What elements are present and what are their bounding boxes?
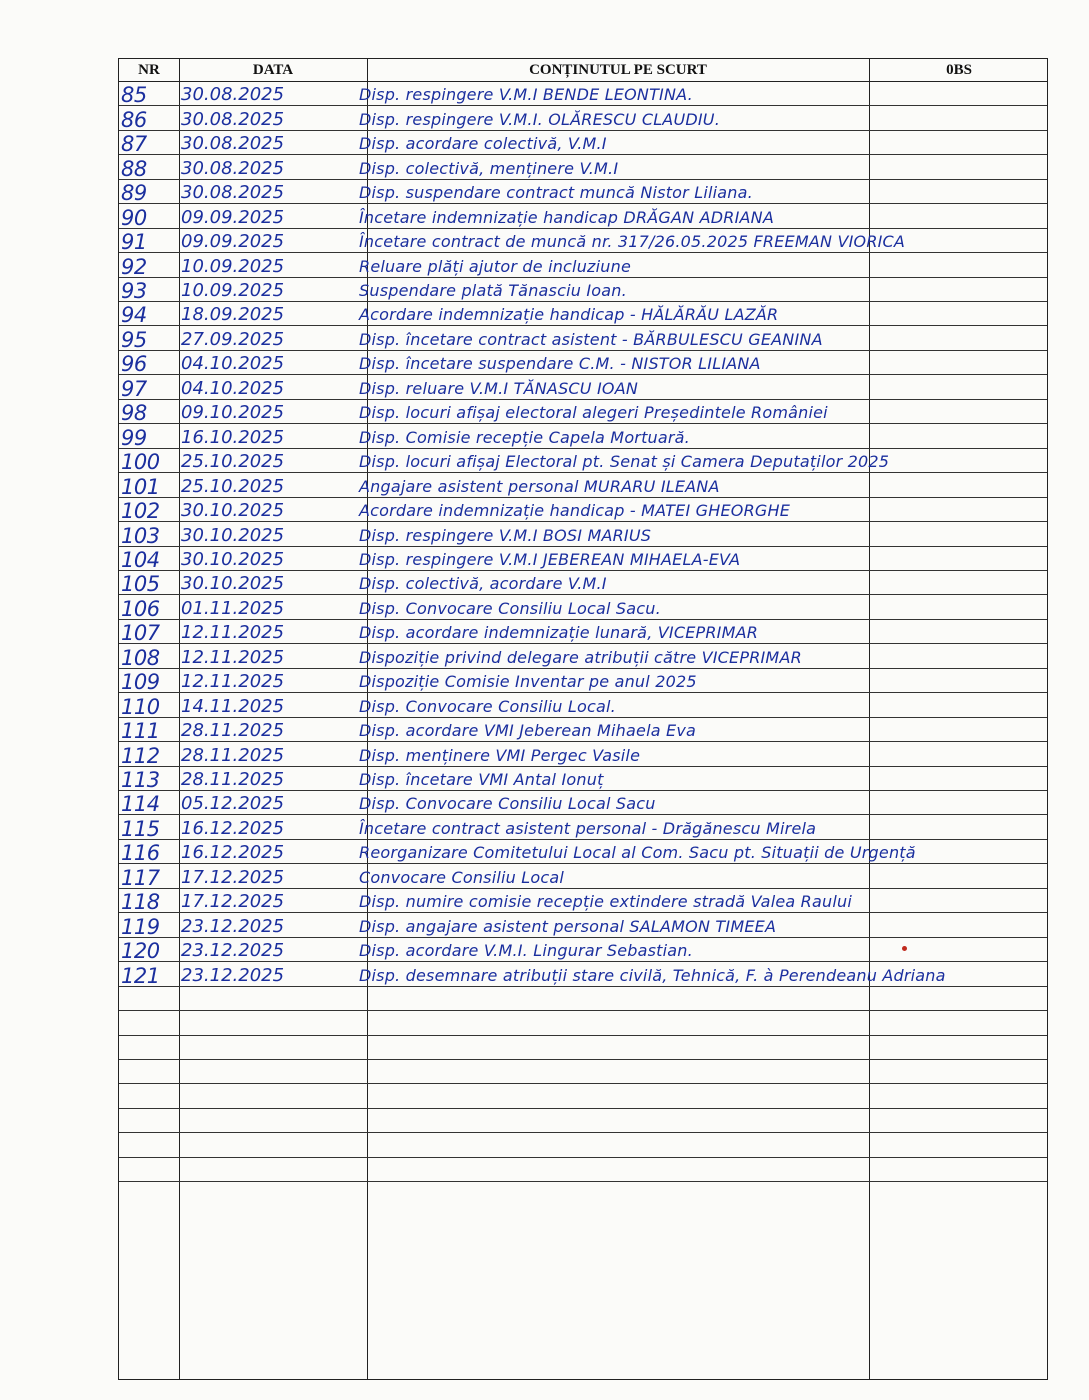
row-date: 16.12.2025 [181, 817, 285, 839]
row-date: 28.11.2025 [181, 769, 285, 791]
table-row [119, 229, 1047, 253]
header-content: CONȚINUTUL PE SCURT [529, 62, 707, 78]
row-content: Disp. reluare V.M.I TĂNASCU IOAN [359, 378, 639, 398]
row-date: 25.10.2025 [181, 451, 285, 473]
row-date: 30.10.2025 [181, 548, 285, 570]
table-row [119, 693, 1047, 717]
table-row [119, 155, 1047, 179]
table-row [119, 595, 1047, 619]
row-date: 23.12.2025 [181, 940, 285, 962]
row-number: 120 [121, 939, 160, 964]
row-date: 04.10.2025 [181, 353, 285, 375]
row-content: Disp. suspendare contract muncă Nistor Liliana. [359, 183, 753, 203]
row-content: Dispoziție privind delegare atribuții către VICEPRIMAR [359, 647, 802, 667]
row-date: 23.12.2025 [181, 915, 285, 937]
row-number: 102 [121, 499, 160, 524]
row-number: 89 [121, 181, 147, 206]
row-content: Dispoziție Comisie Inventar pe anul 2025 [359, 672, 697, 692]
row-content: Suspendare plată Tănasciu Ioan. [359, 281, 627, 301]
table-row [119, 791, 1047, 815]
row-date: 30.08.2025 [181, 182, 285, 204]
row-number: 98 [121, 401, 147, 426]
table-row [119, 131, 1047, 155]
table-row [119, 889, 1047, 913]
row-number: 104 [121, 547, 160, 572]
row-number: 92 [121, 254, 147, 279]
row-number: 121 [121, 963, 160, 988]
table-row [119, 351, 1047, 375]
row-content: Disp. acordare V.M.I. Lingurar Sebastian. [359, 941, 693, 961]
row-date: 30.08.2025 [181, 157, 285, 179]
register-table [118, 58, 1048, 1380]
row-content: Încetare contract asistent personal - Drăgănescu Mirela [359, 818, 817, 838]
row-content: Încetare indemnizație handicap DRĂGAN ADRIANA [359, 207, 774, 227]
row-content: Convocare Consiliu Local [359, 867, 565, 887]
table-row [119, 473, 1047, 497]
row-date: 04.10.2025 [181, 377, 285, 399]
row-date: 27.09.2025 [181, 328, 285, 350]
row-content: Angajare asistent personal MURARU ILEANA [359, 476, 720, 496]
row-content: Disp. numire comisie recepție extindere stradă Valea Raului [359, 892, 852, 912]
table-row [119, 302, 1047, 326]
table-row [119, 1011, 1047, 1035]
table-row [119, 204, 1047, 228]
row-date: 09.10.2025 [181, 402, 285, 424]
row-content: Acordare indemnizație handicap - MATEI GHEORGHE [359, 501, 791, 521]
row-number: 112 [121, 743, 160, 768]
row-date: 25.10.2025 [181, 475, 285, 497]
row-number: 93 [121, 279, 147, 304]
row-number: 100 [121, 450, 160, 475]
table-row [119, 498, 1047, 522]
row-date: 23.12.2025 [181, 964, 285, 986]
table-row [119, 82, 1047, 106]
row-date: 09.09.2025 [181, 231, 285, 253]
row-date: 30.10.2025 [181, 500, 285, 522]
row-number: 90 [121, 205, 147, 230]
row-content: Disp. locuri afișaj Electoral pt. Senat și Camera Deputaților 2025 [359, 452, 890, 472]
row-number: 109 [121, 670, 160, 695]
row-number: 86 [121, 107, 147, 132]
row-date: 18.09.2025 [181, 304, 285, 326]
table-row [119, 1084, 1047, 1108]
row-date: 30.08.2025 [181, 108, 285, 130]
header-obs: 0BS [946, 62, 972, 78]
row-content: Disp. respingere V.M.I JEBEREAN MIHAELA-EVA [359, 549, 741, 569]
table-row [119, 1133, 1047, 1157]
table-row [119, 767, 1047, 791]
table-row [119, 1060, 1047, 1084]
table-row [119, 278, 1047, 302]
row-content: Disp. respingere V.M.I BOSI MARIUS [359, 525, 652, 545]
row-date: 12.11.2025 [181, 646, 285, 668]
row-number: 108 [121, 645, 160, 670]
row-number: 103 [121, 523, 160, 548]
row-date: 30.10.2025 [181, 573, 285, 595]
table-row [119, 840, 1047, 864]
row-date: 16.12.2025 [181, 842, 285, 864]
row-number: 115 [121, 816, 160, 841]
row-content: Acordare indemnizație handicap - HĂLĂRĂU LAZĂR [359, 305, 779, 325]
row-number: 106 [121, 596, 160, 621]
table-row [119, 962, 1047, 986]
row-number: 97 [121, 376, 147, 401]
table-row [119, 1036, 1047, 1060]
row-number: 87 [121, 132, 147, 157]
row-content: Disp. Convocare Consiliu Local Sacu [359, 794, 656, 814]
row-date: 28.11.2025 [181, 744, 285, 766]
row-number: 111 [121, 719, 160, 744]
table-row [119, 327, 1047, 351]
row-number: 99 [121, 425, 147, 450]
row-date: 12.11.2025 [181, 622, 285, 644]
row-content: Disp. colectivă, menținere V.M.I [359, 158, 619, 178]
row-rule [119, 1181, 1047, 1182]
table-row [119, 718, 1047, 742]
row-number: 113 [121, 768, 160, 793]
row-content: Disp. Comisie recepție Capela Mortuară. [359, 427, 690, 447]
table-row [119, 424, 1047, 448]
row-number: 88 [121, 156, 147, 181]
row-number: 117 [121, 865, 160, 890]
row-content: Disp. acordare VMI Jeberean Mihaela Eva [359, 721, 696, 741]
table-row [119, 375, 1047, 399]
row-date: 17.12.2025 [181, 866, 285, 888]
row-content: Disp. acordare colectivă, V.M.I [359, 134, 607, 154]
row-number: 95 [121, 327, 147, 352]
row-content: Reorganizare Comitetului Local al Com. Sacu pt. Situații de Urgență [359, 843, 916, 863]
table-row [119, 253, 1047, 277]
row-number: 96 [121, 352, 147, 377]
table-row [119, 987, 1047, 1011]
table-row [119, 180, 1047, 204]
row-number: 114 [121, 792, 160, 817]
row-date: 16.10.2025 [181, 426, 285, 448]
table-row [119, 742, 1047, 766]
table-row [119, 522, 1047, 546]
table-row [119, 816, 1047, 840]
row-date: 05.12.2025 [181, 793, 285, 815]
row-date: 10.09.2025 [181, 255, 285, 277]
row-date: 28.11.2025 [181, 720, 285, 742]
row-content: Disp. Convocare Consiliu Local. [359, 696, 616, 716]
row-number: 101 [121, 474, 160, 499]
row-date: 30.08.2025 [181, 133, 285, 155]
header-nr: NR [138, 62, 160, 78]
table-row [119, 620, 1047, 644]
row-content: Disp. desemnare atribuții stare civilă, Tehnică, F. à Perendeanu Adriana [359, 965, 946, 985]
row-content: Disp. respingere V.M.I. OLĂRESCU CLAUDIU. [359, 109, 720, 129]
table-row [119, 106, 1047, 130]
row-content: Disp. Convocare Consiliu Local Sacu. [359, 598, 661, 618]
row-number: 110 [121, 694, 160, 719]
row-content: Disp. acordare indemnizație lunară, VICEPRIMAR [359, 623, 759, 643]
table-row [119, 1158, 1047, 1182]
row-number: 107 [121, 621, 160, 646]
row-number: 119 [121, 914, 160, 939]
row-date: 14.11.2025 [181, 695, 285, 717]
row-number: 94 [121, 303, 147, 328]
table-row [119, 938, 1047, 962]
row-content: Încetare contract de muncă nr. 317/26.05.2025 FREEMAN VIORICA [359, 232, 906, 252]
row-content: Disp. menținere VMI Pergec Vasile [359, 745, 641, 765]
row-content: Disp. colectivă, acordare V.M.I [359, 574, 607, 594]
header-date: DATA [252, 62, 294, 78]
table-row [119, 547, 1047, 571]
table-row [119, 400, 1047, 424]
table-row [119, 864, 1047, 888]
table-row [119, 669, 1047, 693]
row-content: Disp. angajare asistent personal SALAMON TIMEEA [359, 916, 777, 936]
row-number: 91 [121, 230, 147, 255]
row-content: Disp. locuri afișaj electoral alegeri Președintele României [359, 403, 828, 423]
stray-ink-dot [902, 946, 907, 951]
row-number: 85 [121, 83, 147, 108]
row-date: 17.12.2025 [181, 891, 285, 913]
row-number: 116 [121, 841, 160, 866]
table-row [119, 644, 1047, 668]
row-date: 12.11.2025 [181, 671, 285, 693]
row-content: Reluare plăți ajutor de incluziune [359, 256, 632, 276]
table-row [119, 449, 1047, 473]
row-content: Disp. încetare VMI Antal Ionuț [359, 770, 604, 790]
row-content: Disp. încetare suspendare C.M. - NISTOR LILIANA [359, 354, 761, 374]
table-row [119, 571, 1047, 595]
table-row [119, 913, 1047, 937]
row-date: 10.09.2025 [181, 280, 285, 302]
row-number: 105 [121, 572, 160, 597]
table-row [119, 1109, 1047, 1133]
row-date: 01.11.2025 [181, 597, 285, 619]
row-date: 30.10.2025 [181, 524, 285, 546]
row-date: 09.09.2025 [181, 206, 285, 228]
row-date: 30.08.2025 [181, 84, 285, 106]
row-number: 118 [121, 890, 160, 915]
row-content: Disp. respingere V.M.I BENDE LEONTINA. [359, 85, 693, 105]
row-content: Disp. încetare contract asistent - BĂRBULESCU GEANINA [359, 329, 823, 349]
